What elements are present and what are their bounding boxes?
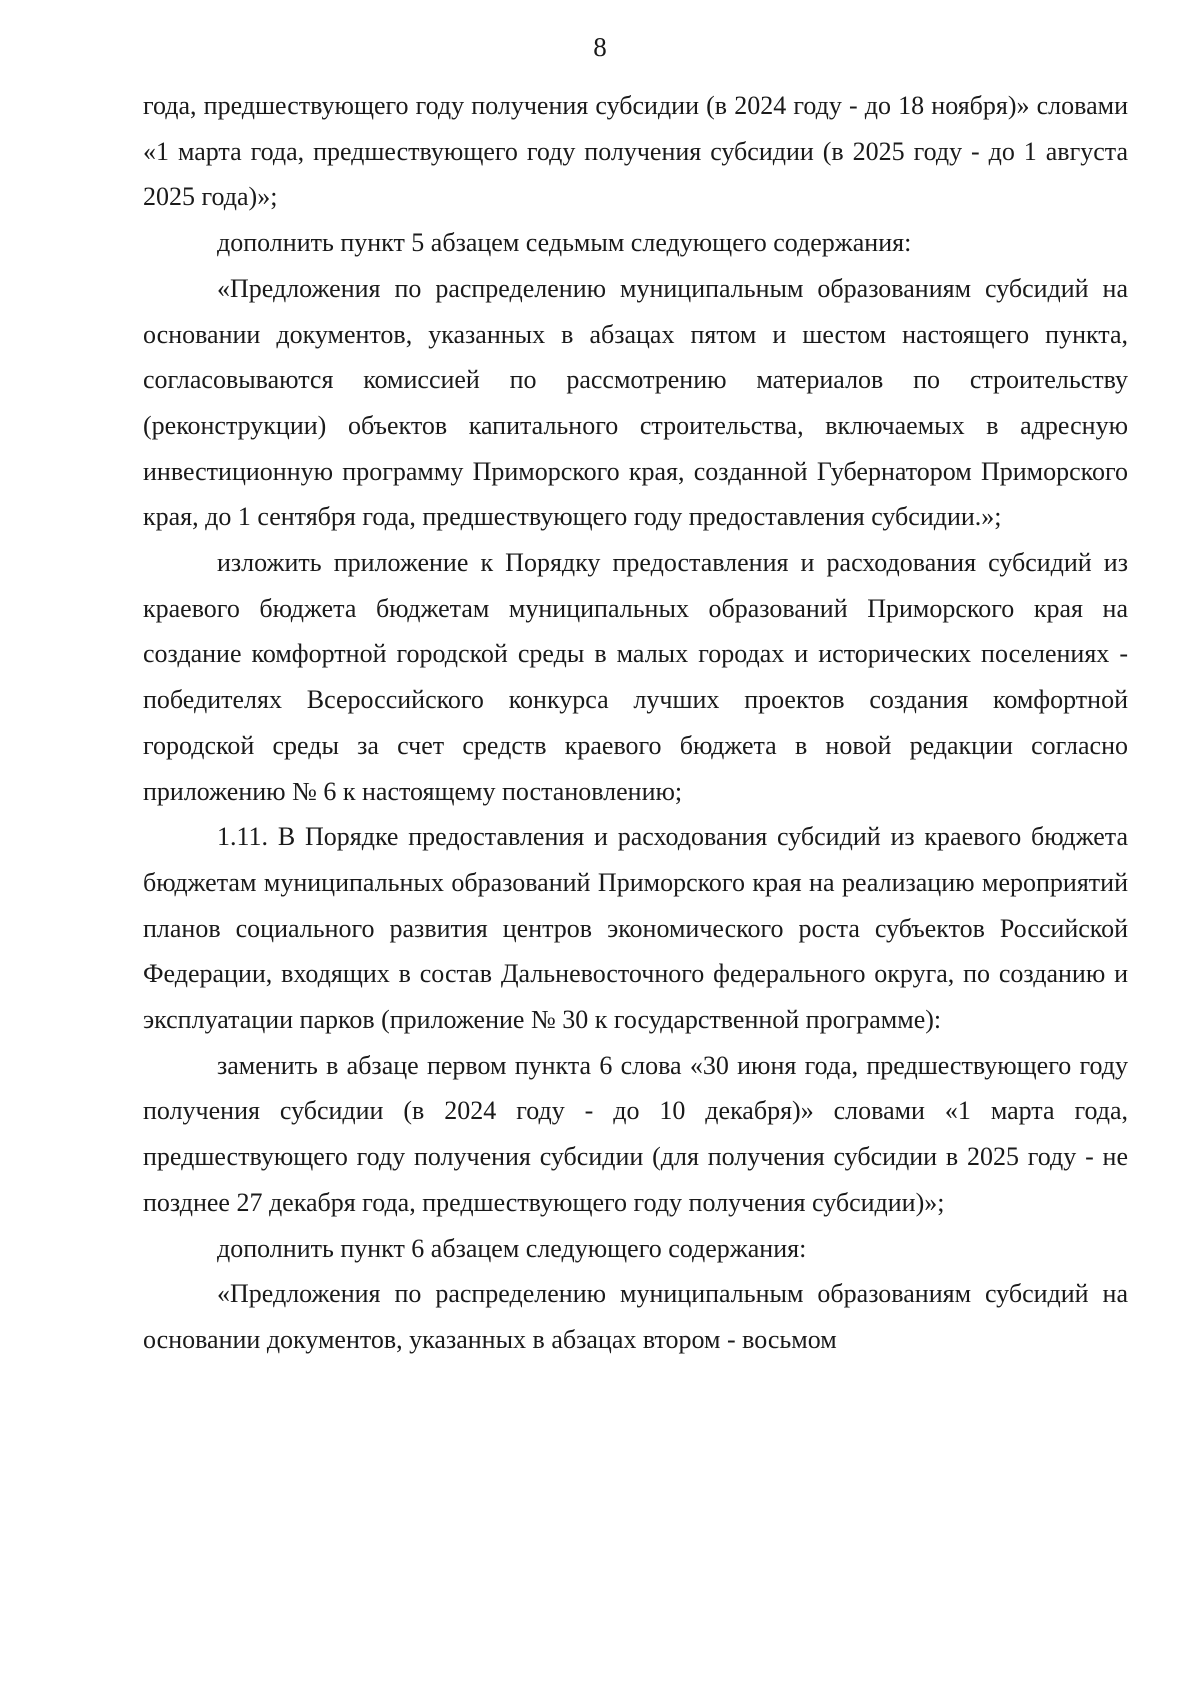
paragraph-clause-1-11: 1.11. В Порядке предоставления и расходования субсидий из краевого бюджета бюджетам муниципальных образований Приморского края на реализацию мероприятий планов социального развития центров экономического роста субъектов Российской Федерации, входящих в состав Дальневосточного федерального округа, по созданию и эксплуатации парков (приложение № 30 к государственной программе): (143, 822, 1128, 1035)
paragraph-quote-proposals: «Предложения по распределению муниципальным образованиям субсидий на основании документов, указанных в абзацах пятом и шестом настоящего пункта, согласовываются комиссией по рассмотрению материалов по строительству (реконструкции) объектов капитального строительства, включаемых в адресную инвестиционную программу Приморского края, созданной Губернатором Приморского края, до 1 сентября года, предшествующего году предоставления субсидии.»; (143, 273, 1128, 532)
page-number: 8 (593, 32, 607, 62)
paragraph-quote-proposals-2: «Предложения по распределению муниципальным образованиям субсидий на основании документов, указанных в абзацах втором - восьмом (143, 1279, 1128, 1354)
paragraph-amend-point-5: дополнить пункт 5 абзацем седьмым следующего содержания: (217, 228, 912, 258)
paragraph-continuation: года, предшествующего году получения субсидии (в 2024 году - до 18 ноября)» словами «1 марта года, предшествующего году получения субсидии (в 2025 году - до 1 августа 2025 года)»; (143, 91, 1128, 212)
paragraph-amend-point-6: дополнить пункт 6 абзацем следующего содержания: (217, 1233, 807, 1263)
paragraph-annex-new-edition: изложить приложение к Порядку предоставления и расходования субсидий из краевого бюджета бюджетам муниципальных образований Приморского края на создание комфортной городской среды в малых городах и исторических поселениях - победителях Всероссийского конкурса лучших проектов создания комфортной городской среды за счет средств краевого бюджета в новой редакции согласно приложению № 6 к настоящему постановлению; (143, 548, 1128, 806)
document-body (143, 83, 1128, 1363)
paragraph-replace-point-6: заменить в абзаце первом пункта 6 слова «30 июня года, предшествующего году получения субсидии (в 2024 году - до 10 декабря)» словами «1 марта года, предшествующего году получения субсидии (для получения субсидии в 2025 году - не позднее 27 декабря года, предшествующего году получения субсидии)»; (143, 1050, 1128, 1217)
